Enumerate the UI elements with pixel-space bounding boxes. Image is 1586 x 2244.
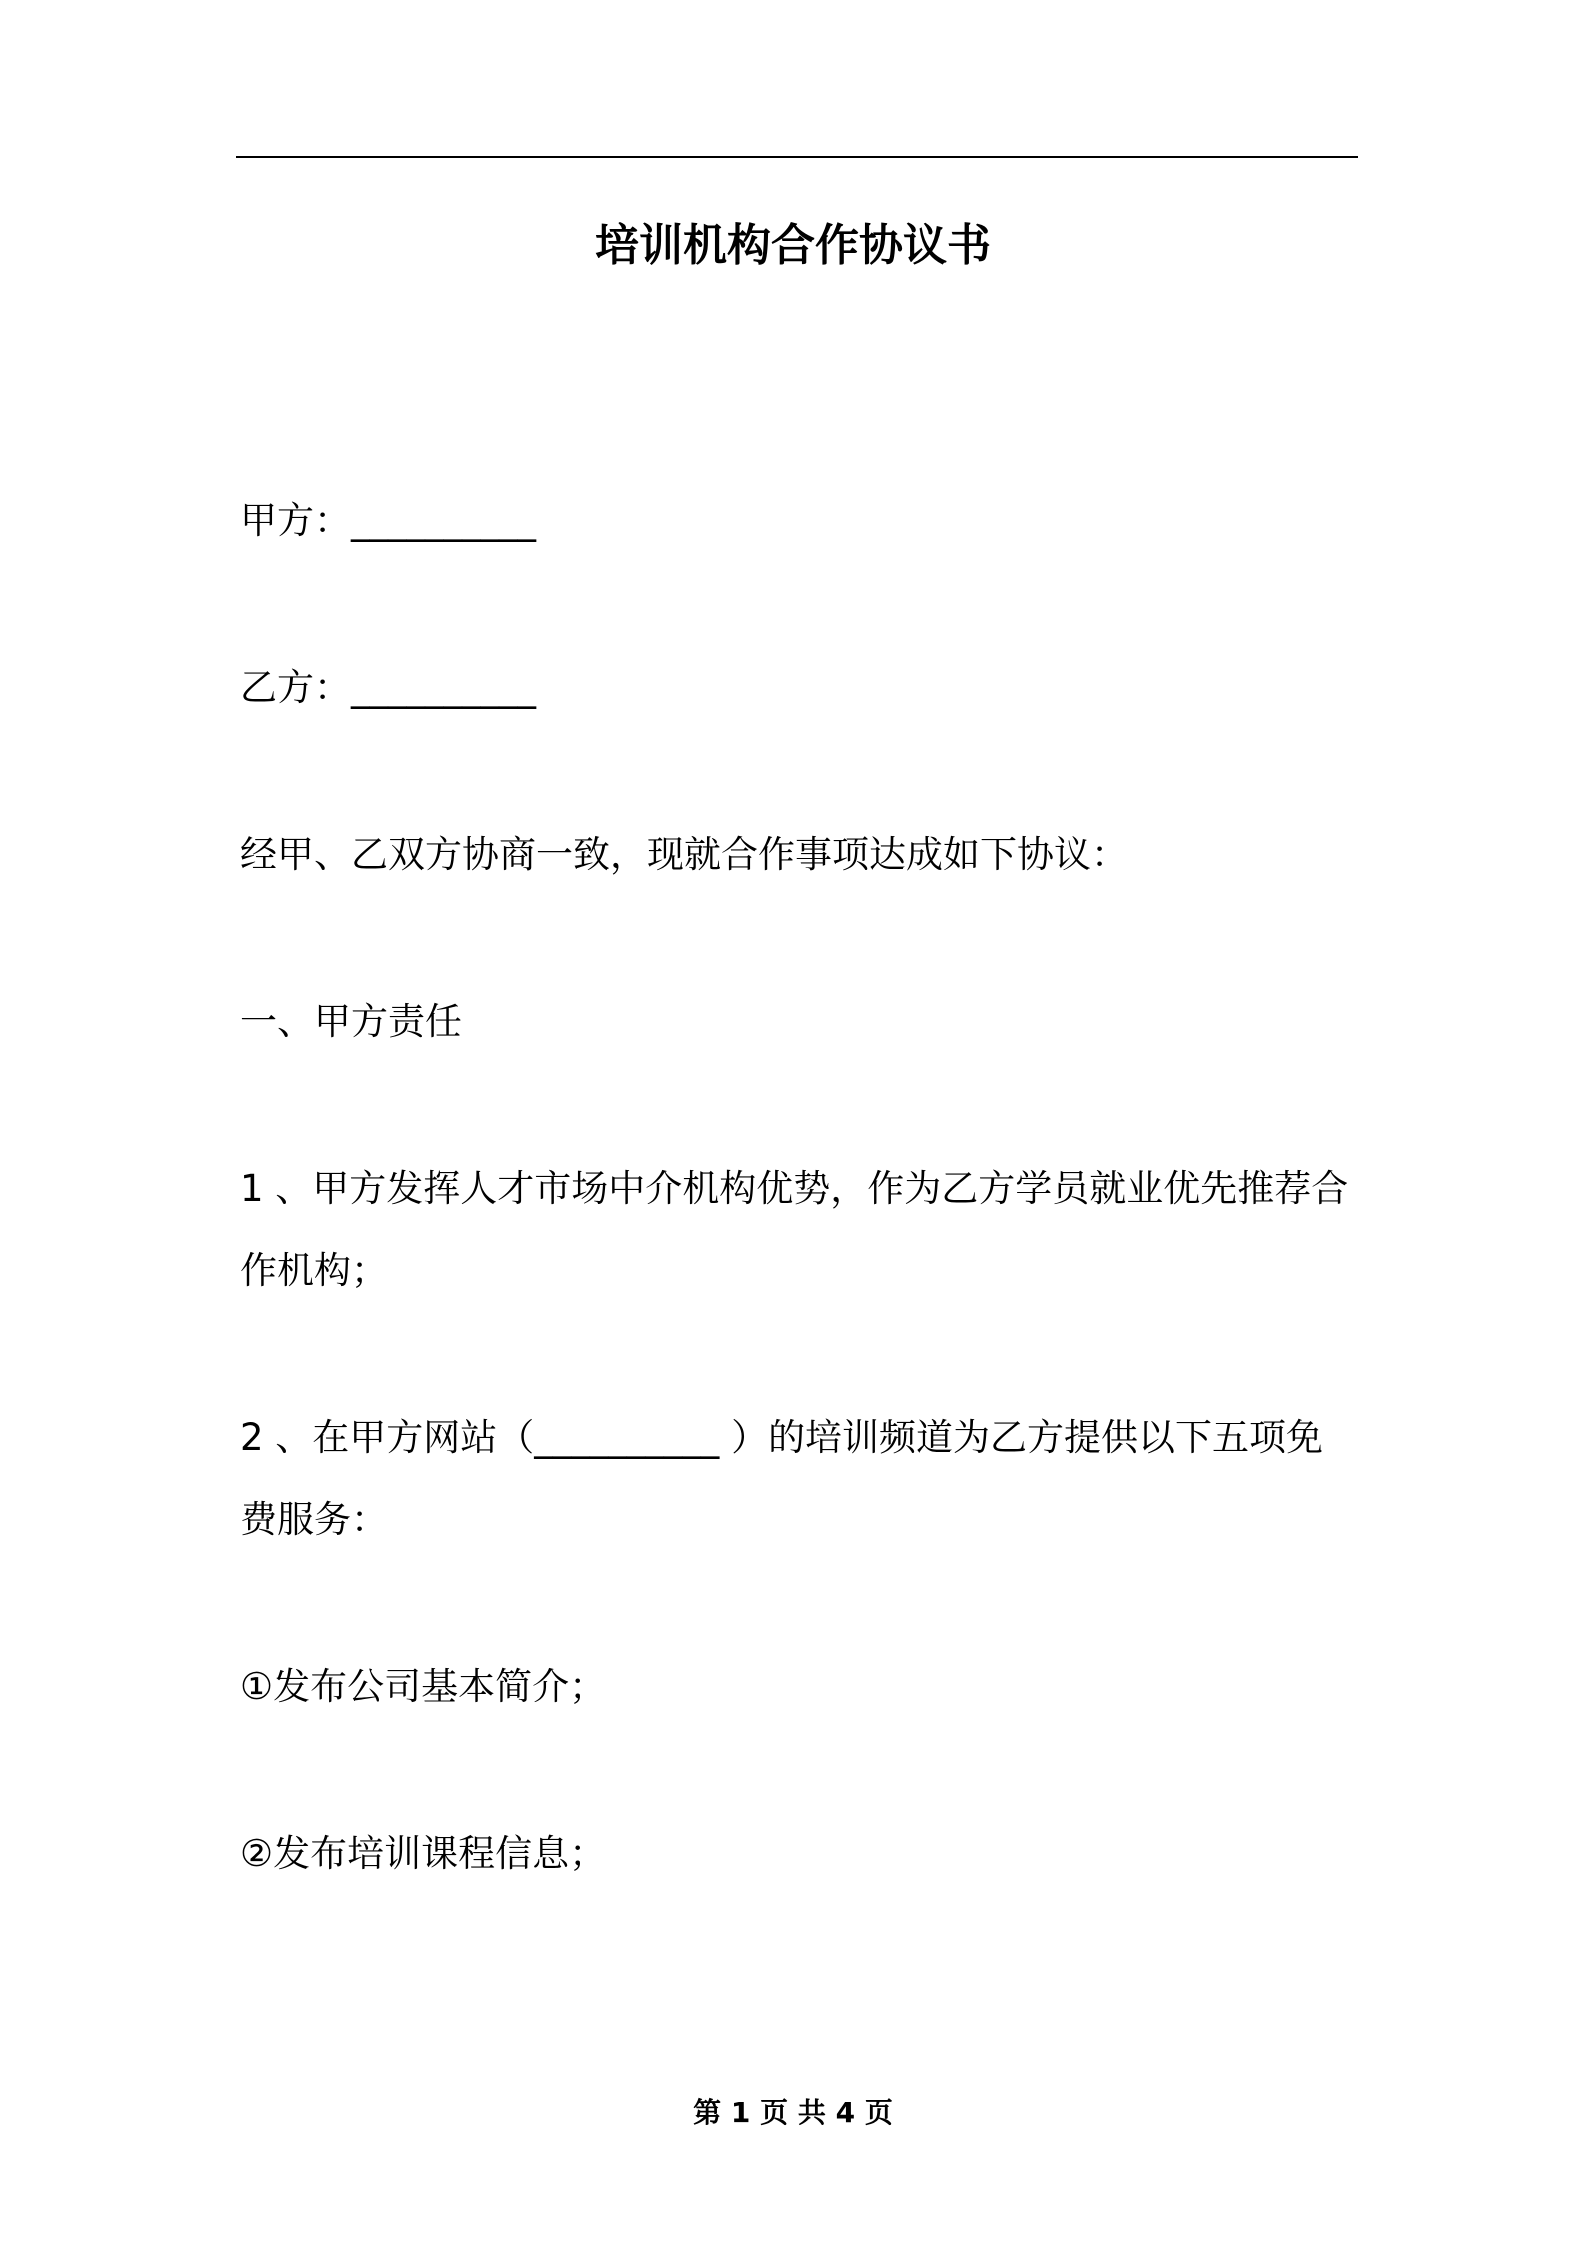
- clause-1-line-2: 作机构；: [240, 1249, 388, 1292]
- header-rule: [236, 156, 1358, 158]
- party-a-line: 甲方：__________: [240, 499, 536, 542]
- clause-2-line-1: 2 、在甲方网站（__________ ）的培训频道为乙方提供以下五项免: [240, 1416, 1324, 1459]
- clause-2-line-2: 费服务：: [240, 1498, 388, 1541]
- section-heading-party-a-duties: 一、甲方责任: [240, 1000, 462, 1043]
- intro-paragraph: 经甲、乙双方协商一致，现就合作事项达成如下协议：: [240, 833, 1128, 876]
- service-item-1: ①发布公司基本简介；: [240, 1665, 607, 1708]
- party-b-line: 乙方：__________: [240, 666, 536, 709]
- document-title: 培训机构合作协议书: [595, 220, 991, 271]
- service-item-2: ②发布培训课程信息；: [240, 1832, 607, 1875]
- page-number-footer: 第 1 页 共 4 页: [693, 2096, 893, 2129]
- clause-1-line-1: 1 、甲方发挥人才市场中介机构优势，作为乙方学员就业优先推荐合: [240, 1167, 1349, 1210]
